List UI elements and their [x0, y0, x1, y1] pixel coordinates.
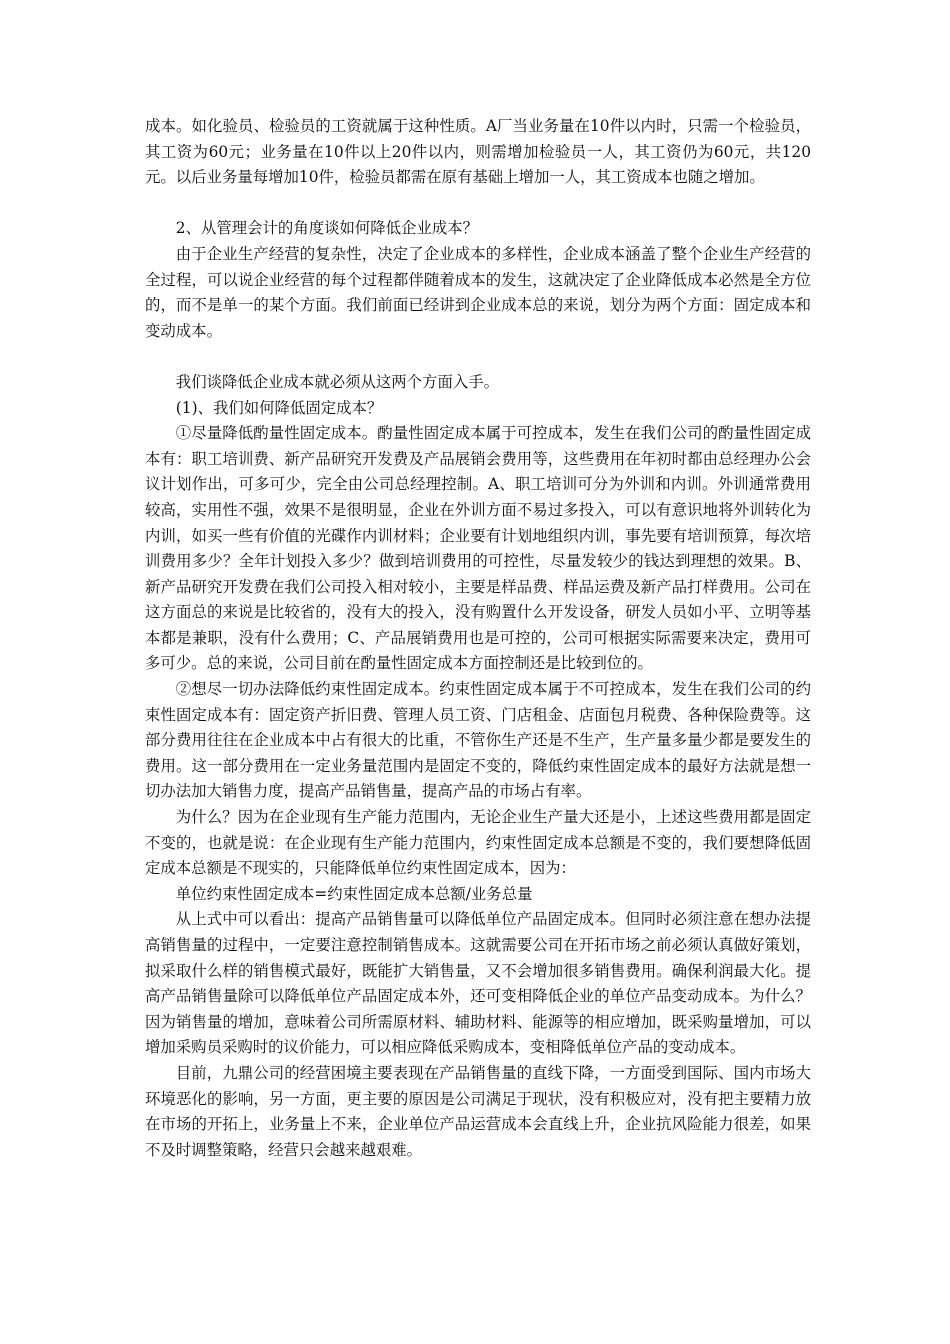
document-body: [145, 114, 811, 1163]
paragraph-why: 为什么？因为在企业现有生产能力范围内，无论企业生产量大还是小，上述这些费用都是固定不变的，也就是说：在企业现有生产能力范围内，约束性固定成本总额是不变的，我们要想降低固定成本总额是不现实的，只能降低单位约束性固定成本，因为：: [145, 808, 811, 878]
paragraph-intro: 由于企业生产经营的复杂性，决定了企业成本的多样性，企业成本涵盖了整个企业生产经营的全过程，可以说企业经营的每个过程都伴随着成本的发生，这就决定了企业降低成本必然是全方位的，而不是单一的某个方面。我们前面已经讲到企业成本总的来说，划分为两个方面：固定成本和变动成本。: [145, 244, 811, 340]
blank-line: [145, 191, 811, 217]
blank-line: [145, 344, 811, 370]
paragraph-approach: 我们谈降低企业成本就必须从这两个方面入手。: [175, 372, 500, 391]
subsection-heading-1: (1)、我们如何降低固定成本？: [175, 398, 383, 417]
formula-line: 单位约束性固定成本=约束性固定成本总额/业务总量: [175, 884, 533, 903]
paragraph-committed-cost: ②想尽一切办法降低约束性固定成本。约束性固定成本属于不可控成本，发生在我们公司的约束性固定成本有：固定资产折旧费、管理人员工资、门店租金、店面包月税费、各种保险费等。这部分费用往往在企业成本中占有很大的比重，不管你生产还是不生产，生产量多量少都是要发生的费用。这一部分费用在一定业务量范围内是固定不变的，降低约束性固定成本的最好方法就是想一切办法加大销售力度，提高产品销售量，提高产品的市场占有率。: [145, 680, 811, 801]
paragraph-discretionary-cost: ①尽量降低酌量性固定成本。酌量性固定成本属于可控成本，发生在我们公司的酌量性固定成本有：职工培训费、新产品研究开发费及产品展销会费用等，这些费用在年初时都由总经理办公会议计划作出，可多可少，完全由公司总经理控制。A、职工培训可分为外训和内训。外训通常费用较高，实用性不强，效果不是很明显，企业在外训方面不易过多投入，可以有意识地将外训转化为内训，如买一些有价值的光碟作内训材料；企业要有计划地组织内训，事先要有培训预算，每次培训费用多少？全年计划投入多少？做到培训费用的可控性，尽量发较少的钱达到理想的效果。B、新产品研究开发费在我们公司投入相对较小，主要是样品费、样品运费及新产品打样费用。公司在这方面总的来说是比较省的，没有大的投入，没有购置什么开发设备，研发人员如小平、立明等基本都是兼职，没有什么费用；C、产品展销费用也是可控的，公司可根据实际需要来决定，费用可多可少。总的来说，公司目前在酌量性固定成本方面控制还是比较到位的。: [145, 424, 811, 673]
paragraph-continuation: 成本。如化验员、检验员的工资就属于这种性质。A厂当业务量在10件以内时，只需一个检验员，其工资为60元；业务量在10件以上20件以内，则需增加检验员一人，其工资仍为60元，共120元。以后业务量每增加10件，检验员都需在原有基础上增加一人，其工资成本也随之增加。: [145, 117, 811, 187]
paragraph-current-situation: 目前，九鼎公司的经营困境主要表现在产品销售量的直线下降，一方面受到国际、国内市场大环境恶化的影响，另一方面，更主要的原因是公司满足于现状，没有积极应对，没有把主要精力放在市场的开拓上，业务量上不来，企业单位产品运营成本会直线上升，企业抗风险能力很差，如果不及时调整策略，经营只会越来越艰难。: [145, 1063, 811, 1159]
paragraph-formula-explanation: 从上式中可以看出：提高产品销售量可以降低单位产品固定成本。但同时必须注意在想办法提高销售量的过程中，一定要注意控制销售成本。这就需要公司在开拓市场之前必须认真做好策划，拟采取什么样的销售模式最好，既能扩大销售量，又不会增加很多销售费用。确保利润最大化。提高产品销售量除可以降低单位产品固定成本外，还可变相降低企业的单位产品变动成本。为什么？因为销售量的增加，意味着公司所需原材料、辅助材料、能源等的相应增加，既采购量增加，可以增加采购员采购时的议价能力，可以相应降低采购成本，变相降低单位产品的变动成本。: [145, 910, 811, 1057]
section-heading-2: 2、从管理会计的角度谈如何降低企业成本？: [175, 219, 479, 238]
